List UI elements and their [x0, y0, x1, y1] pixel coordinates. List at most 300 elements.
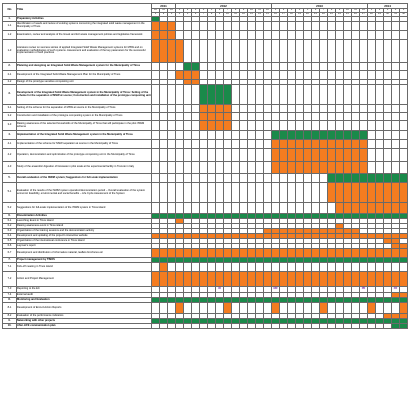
timeline-cell	[184, 303, 192, 314]
timeline-cell	[360, 22, 368, 31]
timeline-cell	[368, 263, 376, 272]
timeline-cell	[352, 22, 360, 31]
timeline-cell	[368, 249, 376, 258]
timeline-cell	[360, 149, 368, 162]
timeline-cell	[240, 183, 248, 203]
timeline-cell	[384, 249, 392, 258]
timeline-cell	[184, 263, 192, 272]
timeline-cell	[376, 40, 384, 63]
timeline-cell	[168, 113, 176, 121]
timeline-cell	[328, 162, 336, 174]
timeline-cell	[368, 131, 376, 140]
row-title: Layman's report	[17, 244, 152, 249]
timeline-cell	[232, 162, 240, 174]
timeline-cell	[200, 272, 208, 287]
timeline-cell	[296, 263, 304, 272]
timeline-cell	[256, 113, 264, 121]
timeline-cell	[256, 162, 264, 174]
timeline-cell	[272, 85, 280, 105]
section-row	[3, 324, 408, 329]
header-year: 2013	[272, 4, 368, 9]
timeline-cell	[192, 249, 200, 258]
timeline-cell	[224, 85, 232, 105]
timeline-cell	[248, 22, 256, 31]
row-number: 6-7	[3, 249, 17, 258]
timeline-cell	[344, 85, 352, 105]
timeline-cell	[192, 40, 200, 63]
timeline-cell	[352, 140, 360, 149]
timeline-cell	[160, 71, 168, 80]
timeline-cell	[168, 131, 176, 140]
timeline-cell	[376, 272, 384, 287]
timeline-cell	[400, 71, 408, 80]
row-number: 6-3	[3, 229, 17, 234]
timeline-cell	[400, 113, 408, 121]
timeline-cell	[360, 31, 368, 40]
timeline-cell	[392, 113, 400, 121]
timeline-cell	[376, 249, 384, 258]
timeline-cell	[384, 131, 392, 140]
timeline-cell	[240, 113, 248, 121]
header-month-index: 23	[328, 13, 336, 17]
timeline-cell	[296, 140, 304, 149]
timeline-cell	[312, 183, 320, 203]
timeline-cell	[240, 71, 248, 80]
timeline-cell	[168, 85, 176, 105]
timeline-cell	[232, 203, 240, 214]
row-number: 2-1	[3, 71, 17, 80]
timeline-cell	[384, 174, 392, 183]
timeline-cell	[288, 183, 296, 203]
row-number: 7.	[3, 258, 17, 263]
timeline-cell	[312, 174, 320, 183]
task-row	[3, 71, 408, 80]
timeline-cell	[304, 149, 312, 162]
timeline-cell	[280, 249, 288, 258]
timeline-cell	[336, 40, 344, 63]
timeline-cell	[208, 121, 216, 131]
timeline-cell	[280, 22, 288, 31]
timeline-cell	[256, 31, 264, 40]
timeline-cell	[264, 121, 272, 131]
timeline-cell	[224, 40, 232, 63]
timeline-cell	[384, 263, 392, 272]
timeline-cell	[320, 105, 328, 113]
timeline-cell	[224, 121, 232, 131]
timeline-cell	[248, 162, 256, 174]
timeline-cell	[400, 63, 408, 71]
timeline-cell	[184, 174, 192, 183]
timeline-cell	[296, 303, 304, 314]
header-month-index: 1	[152, 13, 160, 17]
row-number: 3-2	[3, 113, 17, 121]
timeline-cell	[264, 85, 272, 105]
header-month-index: 29	[376, 13, 384, 17]
timeline-cell	[240, 324, 248, 329]
timeline-cell	[392, 131, 400, 140]
timeline-cell	[272, 303, 280, 314]
timeline-cell	[184, 324, 192, 329]
timeline-cell	[304, 162, 312, 174]
timeline-cell	[168, 183, 176, 203]
timeline-cell	[376, 31, 384, 40]
timeline-cell	[296, 31, 304, 40]
timeline-cell	[280, 40, 288, 63]
timeline-cell	[280, 324, 288, 329]
timeline-cell	[152, 63, 160, 71]
timeline-cell	[392, 105, 400, 113]
timeline-cell	[320, 249, 328, 258]
row-title: Organization of the international conference in Tinos island	[17, 239, 152, 244]
timeline-cell	[400, 131, 408, 140]
header-month-index: 2	[160, 13, 168, 17]
timeline-cell	[368, 31, 376, 40]
row-number: 6.	[3, 214, 17, 219]
timeline-cell	[288, 85, 296, 105]
timeline-cell	[312, 71, 320, 80]
timeline-cell	[392, 140, 400, 149]
timeline-cell	[224, 174, 232, 183]
timeline-cell	[240, 149, 248, 162]
timeline-cell	[152, 249, 160, 258]
timeline-cell	[376, 121, 384, 131]
timeline-cell	[392, 31, 400, 40]
timeline-cell	[192, 105, 200, 113]
section-row	[3, 85, 408, 105]
timeline-cell	[176, 183, 184, 203]
timeline-cell	[296, 40, 304, 63]
timeline-cell	[216, 105, 224, 113]
row-number: 5-1	[3, 183, 17, 203]
timeline-cell	[360, 40, 368, 63]
timeline-cell	[216, 303, 224, 314]
timeline-cell	[176, 40, 184, 63]
header-month: 4	[296, 9, 304, 13]
timeline-cell	[280, 140, 288, 149]
timeline-cell	[392, 22, 400, 31]
timeline-cell	[376, 105, 384, 113]
timeline-cell	[200, 31, 208, 40]
timeline-cell	[360, 121, 368, 131]
timeline-cell	[272, 149, 280, 162]
timeline-cell	[248, 140, 256, 149]
timeline-cell	[152, 131, 160, 140]
timeline-cell	[328, 174, 336, 183]
task-row	[3, 263, 408, 272]
timeline-cell	[264, 263, 272, 272]
row-title: Raising awareness event in Tinos island	[17, 224, 152, 229]
timeline-cell	[304, 105, 312, 113]
row-number: 6-1	[3, 219, 17, 224]
row-number: 6-5	[3, 239, 17, 244]
report-marker-label: MR	[273, 287, 278, 291]
timeline-cell	[384, 183, 392, 203]
timeline-cell	[360, 324, 368, 329]
timeline-cell	[248, 249, 256, 258]
timeline-cell	[320, 140, 328, 149]
timeline-cell	[400, 203, 408, 214]
timeline-cell	[304, 140, 312, 149]
timeline-cell	[216, 140, 224, 149]
timeline-cell	[168, 203, 176, 214]
timeline-cell	[328, 140, 336, 149]
header-month-index: 28	[368, 13, 376, 17]
header-month: 3	[192, 9, 200, 13]
timeline-cell	[240, 63, 248, 71]
row-title: Preparatory Activities	[17, 17, 152, 22]
timeline-cell	[224, 140, 232, 149]
timeline-cell	[296, 85, 304, 105]
row-title: Construction and installation of the prototype composting system in the Municipality of Tinos	[17, 113, 152, 121]
timeline-cell	[344, 183, 352, 203]
timeline-cell	[160, 162, 168, 174]
timeline-cell	[176, 162, 184, 174]
header-month: 5	[304, 9, 312, 13]
timeline-cell	[216, 324, 224, 329]
timeline-cell	[256, 40, 264, 63]
timeline-cell	[208, 113, 216, 121]
timeline-cell	[280, 162, 288, 174]
timeline-cell	[352, 149, 360, 162]
timeline-cell	[208, 162, 216, 174]
timeline-cell	[240, 85, 248, 105]
row-number: 10.	[3, 324, 17, 329]
timeline-cell	[384, 22, 392, 31]
timeline-cell	[160, 183, 168, 203]
timeline-cell	[264, 63, 272, 71]
timeline-cell	[248, 149, 256, 162]
timeline-cell	[336, 131, 344, 140]
timeline-cell	[344, 140, 352, 149]
timeline-cell	[232, 121, 240, 131]
timeline-cell	[152, 149, 160, 162]
timeline-cell	[216, 85, 224, 105]
timeline-cell	[400, 22, 408, 31]
timeline-cell	[360, 71, 368, 80]
timeline-cell	[184, 63, 192, 71]
row-number: 3-3	[3, 121, 17, 131]
timeline-cell	[224, 203, 232, 214]
timeline-cell	[336, 263, 344, 272]
header-month: 4	[200, 9, 208, 13]
timeline-cell	[376, 85, 384, 105]
timeline-cell	[312, 249, 320, 258]
header-month-index: 4	[176, 13, 184, 17]
header-month: 3	[288, 9, 296, 13]
timeline-cell	[312, 149, 320, 162]
header-month: 6	[216, 9, 224, 13]
timeline-cell	[392, 63, 400, 71]
header-month: 8	[232, 9, 240, 13]
timeline-cell	[224, 149, 232, 162]
task-row	[3, 162, 408, 174]
timeline-cell	[232, 22, 240, 31]
timeline-cell	[376, 140, 384, 149]
timeline-cell	[360, 63, 368, 71]
timeline-cell	[376, 149, 384, 162]
timeline-cell	[192, 63, 200, 71]
header-month: 6	[312, 9, 320, 13]
timeline-cell	[152, 105, 160, 113]
row-number: 4.	[3, 131, 17, 140]
timeline-cell	[264, 40, 272, 63]
task-row	[3, 40, 408, 63]
timeline-cell	[288, 149, 296, 162]
timeline-cell	[200, 303, 208, 314]
timeline-cell	[272, 131, 280, 140]
timeline-cell	[184, 22, 192, 31]
timeline-cell	[288, 31, 296, 40]
timeline-cell	[376, 63, 384, 71]
timeline-cell	[264, 140, 272, 149]
timeline-cell	[312, 140, 320, 149]
timeline-cell	[168, 263, 176, 272]
timeline-cell	[344, 149, 352, 162]
row-number: 3-1	[3, 105, 17, 113]
header-month: 1	[176, 9, 184, 13]
timeline-cell	[192, 121, 200, 131]
timeline-cell	[152, 31, 160, 40]
timeline-cell	[392, 121, 400, 131]
timeline-cell	[336, 31, 344, 40]
task-row	[3, 121, 408, 131]
timeline-cell	[256, 140, 264, 149]
timeline-cell	[304, 183, 312, 203]
row-title: Project management by TINOS	[17, 258, 152, 263]
timeline-cell	[384, 303, 392, 314]
timeline-cell	[344, 113, 352, 121]
timeline-cell	[208, 31, 216, 40]
timeline-cell	[392, 203, 400, 214]
timeline-cell	[328, 85, 336, 105]
timeline-cell	[272, 272, 280, 287]
timeline-cell	[304, 31, 312, 40]
timeline-cell	[368, 162, 376, 174]
timeline-cell	[248, 131, 256, 140]
report-marker-label: PR	[361, 287, 366, 291]
timeline-cell	[184, 249, 192, 258]
timeline-cell	[280, 303, 288, 314]
timeline-cell	[328, 22, 336, 31]
timeline-cell	[184, 113, 192, 121]
timeline-cell	[160, 249, 168, 258]
timeline-cell	[360, 131, 368, 140]
timeline-cell	[368, 303, 376, 314]
timeline-cell	[296, 22, 304, 31]
timeline-cell	[280, 263, 288, 272]
timeline-cell	[248, 113, 256, 121]
timeline-cell	[288, 303, 296, 314]
timeline-cell	[216, 40, 224, 63]
timeline-cell	[368, 324, 376, 329]
timeline-cell	[152, 303, 160, 314]
header-month-index: 20	[304, 13, 312, 17]
timeline-cell	[168, 174, 176, 183]
timeline-cell	[208, 85, 216, 105]
header-month-index: 9	[216, 13, 224, 17]
timeline-cell	[336, 140, 344, 149]
timeline-cell	[360, 140, 368, 149]
row-title: After-LIFE communication plan	[17, 324, 152, 329]
timeline-cell	[376, 203, 384, 214]
timeline-cell	[224, 22, 232, 31]
timeline-cell	[312, 85, 320, 105]
timeline-cell	[296, 324, 304, 329]
timeline-cell	[208, 183, 216, 203]
timeline-cell	[168, 140, 176, 149]
timeline-cell	[288, 105, 296, 113]
timeline-cell	[184, 272, 192, 287]
row-title: Organization of the training sessions and the demonstration activity	[17, 229, 152, 234]
timeline-cell	[392, 149, 400, 162]
timeline-cell	[296, 203, 304, 214]
timeline-cell	[216, 203, 224, 214]
header-month: 3	[384, 9, 392, 13]
task-row	[3, 22, 408, 31]
timeline-cell	[344, 272, 352, 287]
header-month-index: 32	[400, 13, 408, 17]
timeline-cell	[328, 149, 336, 162]
section-row	[3, 174, 408, 183]
row-title: Overall evaluation of the ISWM system; Suggestions for full-scale implementation	[17, 174, 152, 183]
timeline-cell	[192, 174, 200, 183]
timeline-cell	[248, 183, 256, 203]
header-month: 7	[320, 9, 328, 13]
timeline-cell	[224, 249, 232, 258]
timeline-cell	[392, 272, 400, 287]
timeline-cell	[352, 203, 360, 214]
timeline-cell	[216, 263, 224, 272]
timeline-cell	[240, 22, 248, 31]
timeline-cell	[384, 105, 392, 113]
timeline-cell	[296, 71, 304, 80]
timeline-cell	[200, 131, 208, 140]
timeline-cell	[184, 149, 192, 162]
timeline-cell	[240, 140, 248, 149]
timeline-cell	[352, 71, 360, 80]
header-month: 10	[152, 9, 160, 13]
task-row	[3, 249, 408, 258]
timeline-cell	[152, 174, 160, 183]
timeline-cell	[352, 263, 360, 272]
timeline-cell	[328, 63, 336, 71]
timeline-cell	[192, 140, 200, 149]
header-month-index: 15	[264, 13, 272, 17]
header-month: 11	[256, 9, 264, 13]
timeline-cell	[192, 113, 200, 121]
timeline-cell	[344, 203, 352, 214]
timeline-cell	[240, 121, 248, 131]
timeline-cell	[360, 249, 368, 258]
timeline-cell	[256, 63, 264, 71]
row-number: 5-2	[3, 203, 17, 214]
timeline-cell	[328, 263, 336, 272]
timeline-cell	[176, 263, 184, 272]
timeline-cell	[232, 263, 240, 272]
timeline-cell	[272, 140, 280, 149]
timeline-cell	[320, 303, 328, 314]
timeline-cell	[368, 183, 376, 203]
timeline-cell	[352, 174, 360, 183]
timeline-cell	[312, 63, 320, 71]
header-month: 5	[400, 9, 408, 13]
row-number: 9.	[3, 319, 17, 324]
timeline-cell	[312, 263, 320, 272]
timeline-cell	[392, 303, 400, 314]
timeline-cell	[304, 263, 312, 272]
timeline-cell	[320, 31, 328, 40]
timeline-cell	[344, 303, 352, 314]
